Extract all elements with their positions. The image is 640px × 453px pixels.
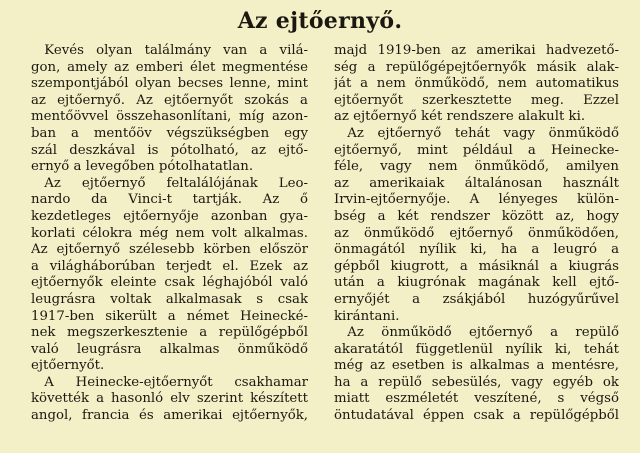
text-line: az ejtőernyő két rendszere alakult ki. (334, 109, 586, 125)
text-line: szempontjából olyan becses lenne, mint (31, 76, 308, 92)
text-line: szál deszkával is pótolható, az ejtő- (31, 142, 308, 158)
text-line: ejtőernyők eleinte csak léghajóból való (31, 275, 308, 291)
text-line: az amerikaiak általánosan használt (334, 175, 619, 191)
text-line: ernyőjét a zsákjából huzógyűrűvel (334, 291, 619, 307)
article-title: Az ejtőernyő. (237, 8, 403, 34)
text-line: angol, francia és amerikai ejtőernyők, (31, 408, 308, 424)
text-line: leugrásra voltak alkalmasak s csak (31, 291, 308, 307)
text-line: féle, vagy nem önműködő, amilyen (334, 159, 619, 175)
text-line: Az ejtőernyő tehát vagy önműködő (334, 125, 619, 141)
text-line: bség a két rendszer között az, hogy (334, 208, 619, 224)
text-line: az önműködő ejtőernyő önműködően, (334, 225, 619, 241)
right-text-column (334, 43, 619, 425)
text-line: mentőövvel összehasonlítani, míg azon- (31, 109, 308, 125)
text-line: Irvin-ejtőernyője. A lényeges külön- (334, 192, 619, 208)
text-line: gépből kiugrott, a másiknál a kiugrás (334, 258, 619, 274)
text-line: nek megszerkesztenie a repülőgépből (31, 325, 308, 341)
text-line: ha a repülő sebesülés, vagy egyéb ok (334, 374, 619, 390)
text-line: A Heinecke-ejtőernyőt csakhamar (31, 374, 308, 390)
text-line: kirántani. (334, 308, 400, 324)
text-line: önmagától nyílik ki, ha a leugró a (334, 242, 619, 258)
text-line: ejtőernyőt. (31, 358, 105, 374)
text-line: Az ejtőernyő feltalálójának Leo- (31, 175, 308, 191)
text-line: majd 1919-ben az amerikai hadvezető- (334, 43, 619, 58)
text-line: korlati célokra még nem volt alkalmas. (31, 225, 308, 241)
text-line: a világháborúban terjedt el. Ezek az (31, 258, 308, 274)
text-line: ejtőernyő, mint például a Heinecke- (334, 142, 619, 158)
text-line: ban a mentőöv végszükségben egy (31, 125, 308, 141)
text-line: ejtőernyőt szerkesztette meg. Ezzel (334, 92, 619, 108)
text-line: 1917-ben sikerült a német Heinecké- (31, 308, 308, 324)
text-line: öntudatával éppen csak a repülőgépből (334, 408, 619, 424)
text-line: után a kiugrónak magának kell ejtő- (334, 275, 619, 291)
text-line: követték a hasonló elv szerint készített (31, 391, 308, 407)
text-line: még az esetben is alkalmas a mentésre, (334, 358, 619, 374)
text-line: Kevés olyan találmány van a vilá- (31, 43, 308, 58)
text-line: Az ejtőernyő szélesebb körben először (31, 242, 308, 258)
text-line: nardo da Vinci-t tartják. Az ő (31, 192, 308, 208)
text-line: akaratától függetlenül nyílik ki, tehát (334, 341, 619, 357)
text-line: miatt eszméletét veszítené, s végső (334, 391, 619, 407)
text-line: az ejtőernyő. Az ejtőernyőt szokás a (31, 92, 308, 108)
text-line: való leugrásra alkalmas önműködő (31, 341, 308, 357)
text-line: ernyő a levegőben pótolhatatlan. (31, 159, 254, 175)
text-line: ség a repülőgépejtőernyők másik alak- (334, 59, 619, 75)
left-text-column (31, 43, 308, 425)
text-line: kezdetleges ejtőernyője azonban gya- (31, 208, 308, 224)
text-line: ját a nem önműködő, nem automatikus (334, 76, 619, 92)
text-line: gon, amely az emberi élet megmentése (31, 59, 308, 75)
text-line: Az önműködő ejtőernyő a repülő (334, 325, 619, 341)
